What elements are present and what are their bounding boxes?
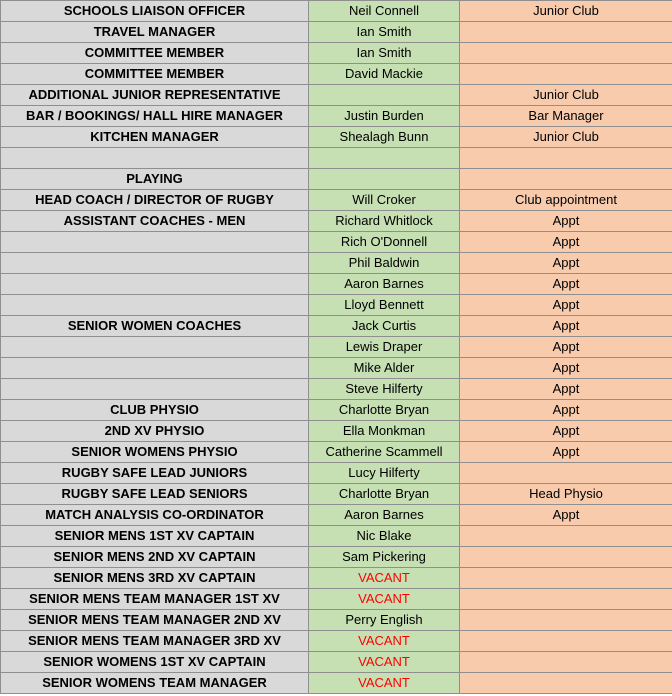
- name-cell: VACANT: [309, 631, 460, 652]
- note-cell: Head Physio: [460, 484, 672, 505]
- table-row: [1, 169, 672, 190]
- note-cell: [460, 547, 672, 568]
- name-cell: Sam Pickering: [309, 547, 460, 568]
- table-row: [1, 295, 672, 316]
- table-row: [1, 127, 672, 148]
- role-cell: PLAYING: [1, 169, 309, 190]
- table-row: [1, 274, 672, 295]
- role-cell: BAR / BOOKINGS/ HALL HIRE MANAGER: [1, 106, 309, 127]
- name-cell: Lucy Hilferty: [309, 463, 460, 484]
- role-cell: [1, 358, 309, 379]
- note-cell: Appt: [460, 316, 672, 337]
- table-row: [1, 337, 672, 358]
- table-row: [1, 400, 672, 421]
- name-cell: Rich O'Donnell: [309, 232, 460, 253]
- note-cell: Appt: [460, 379, 672, 400]
- table-row: [1, 22, 672, 43]
- note-cell: Appt: [460, 421, 672, 442]
- table-row: [1, 631, 672, 652]
- note-cell: Bar Manager: [460, 106, 672, 127]
- name-cell: Lewis Draper: [309, 337, 460, 358]
- role-cell: CLUB PHYSIO: [1, 400, 309, 421]
- table-row: [1, 43, 672, 64]
- table-row: [1, 211, 672, 232]
- note-cell: [460, 631, 672, 652]
- role-cell: SENIOR WOMENS 1ST XV CAPTAIN: [1, 652, 309, 673]
- name-cell: [309, 85, 460, 106]
- role-cell: [1, 148, 309, 169]
- name-cell: Perry English: [309, 610, 460, 631]
- name-cell: Jack Curtis: [309, 316, 460, 337]
- role-cell: [1, 253, 309, 274]
- name-cell: Mike Alder: [309, 358, 460, 379]
- name-cell: Charlotte Bryan: [309, 400, 460, 421]
- table-row: [1, 505, 672, 526]
- role-cell: COMMITTEE MEMBER: [1, 43, 309, 64]
- name-cell: Catherine Scammell: [309, 442, 460, 463]
- name-cell: Ella Monkman: [309, 421, 460, 442]
- role-cell: SENIOR WOMENS PHYSIO: [1, 442, 309, 463]
- role-cell: [1, 337, 309, 358]
- role-cell: [1, 232, 309, 253]
- name-cell: Lloyd Bennett: [309, 295, 460, 316]
- note-cell: Appt: [460, 337, 672, 358]
- note-cell: Appt: [460, 232, 672, 253]
- table-row: [1, 85, 672, 106]
- table-row: [1, 1, 672, 22]
- table-row: [1, 484, 672, 505]
- table-row: [1, 358, 672, 379]
- note-cell: [460, 568, 672, 589]
- note-cell: [460, 148, 672, 169]
- table-row: [1, 568, 672, 589]
- role-cell: KITCHEN MANAGER: [1, 127, 309, 148]
- table-row: [1, 148, 672, 169]
- table-row: [1, 190, 672, 211]
- role-cell: ASSISTANT COACHES - MEN: [1, 211, 309, 232]
- role-cell: RUGBY SAFE LEAD JUNIORS: [1, 463, 309, 484]
- club-roles-body: [1, 1, 672, 694]
- note-cell: [460, 22, 672, 43]
- name-cell: Aaron Barnes: [309, 274, 460, 295]
- name-cell: Richard Whitlock: [309, 211, 460, 232]
- note-cell: [460, 652, 672, 673]
- note-cell: Appt: [460, 295, 672, 316]
- note-cell: [460, 43, 672, 64]
- note-cell: [460, 463, 672, 484]
- note-cell: Junior Club: [460, 85, 672, 106]
- name-cell: Neil Connell: [309, 1, 460, 22]
- role-cell: SENIOR MENS TEAM MANAGER 2ND XV: [1, 610, 309, 631]
- role-cell: SENIOR MENS 1ST XV CAPTAIN: [1, 526, 309, 547]
- role-cell: ADDITIONAL JUNIOR REPRESENTATIVE: [1, 85, 309, 106]
- note-cell: Appt: [460, 358, 672, 379]
- name-cell: Aaron Barnes: [309, 505, 460, 526]
- name-cell: Shealagh Bunn: [309, 127, 460, 148]
- name-cell: Ian Smith: [309, 43, 460, 64]
- note-cell: [460, 589, 672, 610]
- name-cell: Nic Blake: [309, 526, 460, 547]
- role-cell: MATCH ANALYSIS CO-ORDINATOR: [1, 505, 309, 526]
- table-row: [1, 64, 672, 85]
- note-cell: Appt: [460, 442, 672, 463]
- note-cell: Club appointment: [460, 190, 672, 211]
- note-cell: [460, 610, 672, 631]
- name-cell: [309, 148, 460, 169]
- role-cell: SENIOR MENS 3RD XV CAPTAIN: [1, 568, 309, 589]
- table-row: [1, 232, 672, 253]
- note-cell: Appt: [460, 400, 672, 421]
- name-cell: VACANT: [309, 652, 460, 673]
- name-cell: Will Croker: [309, 190, 460, 211]
- note-cell: Junior Club: [460, 127, 672, 148]
- table-row: [1, 421, 672, 442]
- name-cell: VACANT: [309, 568, 460, 589]
- table-row: [1, 442, 672, 463]
- role-cell: SENIOR WOMENS TEAM MANAGER: [1, 673, 309, 694]
- note-cell: [460, 64, 672, 85]
- table-row: [1, 253, 672, 274]
- role-cell: SCHOOLS LIAISON OFFICER: [1, 1, 309, 22]
- role-cell: [1, 379, 309, 400]
- role-cell: SENIOR MENS 2ND XV CAPTAIN: [1, 547, 309, 568]
- note-cell: Appt: [460, 505, 672, 526]
- table-row: [1, 547, 672, 568]
- role-cell: 2ND XV PHYSIO: [1, 421, 309, 442]
- role-cell: [1, 295, 309, 316]
- name-cell: Steve Hilferty: [309, 379, 460, 400]
- table-row: [1, 652, 672, 673]
- table-row: [1, 589, 672, 610]
- note-cell: Appt: [460, 253, 672, 274]
- name-cell: VACANT: [309, 589, 460, 610]
- table-row: [1, 463, 672, 484]
- note-cell: Junior Club: [460, 1, 672, 22]
- role-cell: SENIOR MENS TEAM MANAGER 1ST XV: [1, 589, 309, 610]
- role-cell: SENIOR MENS TEAM MANAGER 3RD XV: [1, 631, 309, 652]
- table-row: [1, 379, 672, 400]
- table-row: [1, 316, 672, 337]
- name-cell: David Mackie: [309, 64, 460, 85]
- name-cell: [309, 169, 460, 190]
- table-row: [1, 610, 672, 631]
- role-cell: SENIOR WOMEN COACHES: [1, 316, 309, 337]
- role-cell: [1, 274, 309, 295]
- name-cell: VACANT: [309, 673, 460, 694]
- role-cell: TRAVEL MANAGER: [1, 22, 309, 43]
- role-cell: HEAD COACH / DIRECTOR OF RUGBY: [1, 190, 309, 211]
- name-cell: Charlotte Bryan: [309, 484, 460, 505]
- note-cell: [460, 526, 672, 547]
- role-cell: COMMITTEE MEMBER: [1, 64, 309, 85]
- name-cell: Phil Baldwin: [309, 253, 460, 274]
- table-row: [1, 526, 672, 547]
- role-cell: RUGBY SAFE LEAD SENIORS: [1, 484, 309, 505]
- note-cell: Appt: [460, 274, 672, 295]
- name-cell: Ian Smith: [309, 22, 460, 43]
- note-cell: [460, 169, 672, 190]
- table-row: [1, 673, 672, 694]
- table-row: [1, 106, 672, 127]
- note-cell: [460, 673, 672, 694]
- note-cell: Appt: [460, 211, 672, 232]
- name-cell: Justin Burden: [309, 106, 460, 127]
